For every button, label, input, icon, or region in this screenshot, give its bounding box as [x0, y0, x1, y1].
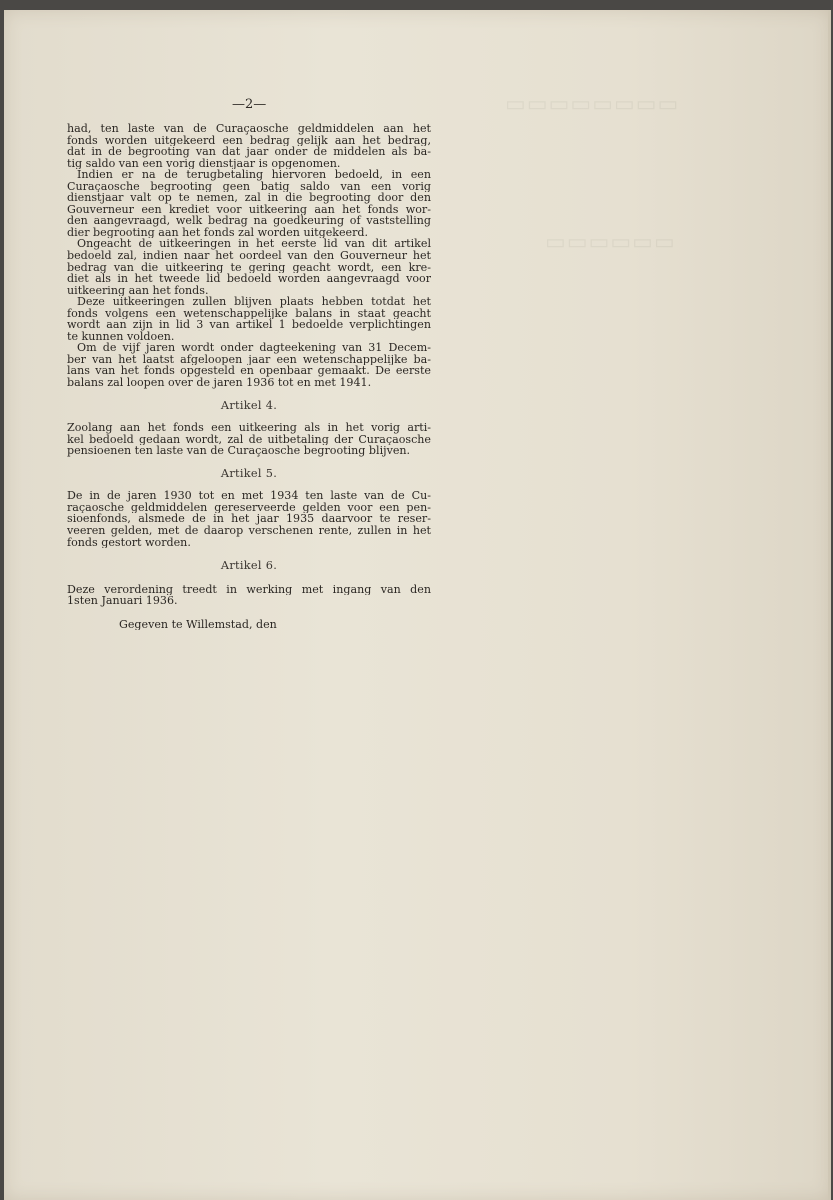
- body-line: 1sten Januari 1936.: [67, 595, 178, 607]
- body-line: dat in de begrooting van dat jaar onder de middelen als ba-: [67, 146, 431, 158]
- body-line: Indien er na de terugbetaling hiervoren bedoeld, in een: [77, 169, 431, 181]
- bleed-through-mark: ▭▭▭▭▭▭: [544, 230, 675, 255]
- document-page: [4, 10, 831, 1200]
- body-line: Om de vijf jaren wordt onder dagteekening van 31 Decem-: [77, 342, 431, 354]
- body-line: veeren gelden, met de daarop verschenen rente, zullen in het: [67, 524, 431, 537]
- body-line: dienstjaar valt op te nemen, zal in die begrooting door den: [67, 192, 431, 204]
- closing-line: Gegeven te Willemstad, den: [119, 618, 277, 631]
- body-line: raçaosche geldmiddelen gereserveerde gelden voor een pen-: [67, 501, 431, 514]
- article-body: [67, 123, 431, 630]
- body-line: sioenfonds, alsmede de in het jaar 1935 daarvoor te reser-: [67, 513, 431, 525]
- body-line: Zoolang aan het fonds een uitkeering als in het vorig arti-: [67, 422, 431, 434]
- body-line: dier begrooting aan het fonds zal worden uitgekeerd.: [67, 226, 369, 239]
- body-line: lans van het fonds opgesteld en openbaar gemaakt. De eerste: [67, 365, 431, 378]
- bleed-through-mark: ▭▭▭▭▭▭▭▭: [504, 92, 679, 117]
- body-line: Deze uitkeeringen zullen blijven plaats hebben totdat het: [77, 296, 431, 308]
- body-line: kel bedoeld gedaan wordt, zal de uitbetaling der Curaçaosche: [67, 433, 431, 446]
- body-line: Deze verordening treedt in werking met ingang van den: [67, 583, 431, 596]
- body-line: ber van het laatst afgeloopen jaar een wetenschappelijke ba-: [67, 353, 431, 366]
- body-line: fonds worden uitgekeerd een bedrag gelijk aan het bedrag,: [67, 134, 431, 147]
- body-line: bedrag van die uitkeering te gering geacht wordt, een kre-: [67, 261, 431, 274]
- body-line: fonds gestort worden.: [67, 536, 191, 549]
- paper-edge: [828, 10, 831, 1200]
- article-6-heading: Artikel 6.: [220, 559, 278, 573]
- page-number: —2—: [232, 97, 267, 112]
- body-line: den aangevraagd, welk bedrag na goedkeuring of vaststelling: [67, 215, 431, 227]
- body-line: balans zal loopen over de jaren 1936 tot en met 1941.: [67, 377, 372, 389]
- body-line: wordt aan zijn in lid 3 van artikel 1 bedoelde verplichtingen: [67, 319, 431, 331]
- body-line: uitkeering aan het fonds.: [67, 284, 209, 297]
- body-line: had, ten laste van de Curaçaosche geldmiddelen aan het: [67, 123, 431, 135]
- body-line: pensioenen ten laste van de Curaçaosche begrooting blijven.: [67, 445, 411, 457]
- body-line: De in de jaren 1930 tot en met 1934 ten laste van de Cu-: [67, 490, 431, 502]
- body-line: tig saldo van een vorig dienstjaar is opgenomen.: [67, 157, 341, 170]
- body-line: fonds volgens een wetenschappelijke balans in staat geacht: [67, 307, 431, 320]
- body-line: Gouverneur een krediet voor uitkeering aan het fonds wor-: [67, 203, 431, 216]
- body-line: Curaçaosche begrooting geen batig saldo van een vorig: [67, 180, 431, 193]
- article-4-heading: Artikel 4.: [220, 398, 278, 412]
- body-line: te kunnen voldoen.: [67, 330, 175, 343]
- body-line: bedoeld zal, indien naar het oordeel van den Gouverneur het: [67, 250, 431, 262]
- body-line: diet als in het tweede lid bedoeld worden aangevraagd voor: [67, 273, 431, 285]
- body-line: Ongeacht de uitkeeringen in het eerste lid van dit artikel: [77, 238, 431, 251]
- article-5-heading: Artikel 5.: [220, 466, 278, 480]
